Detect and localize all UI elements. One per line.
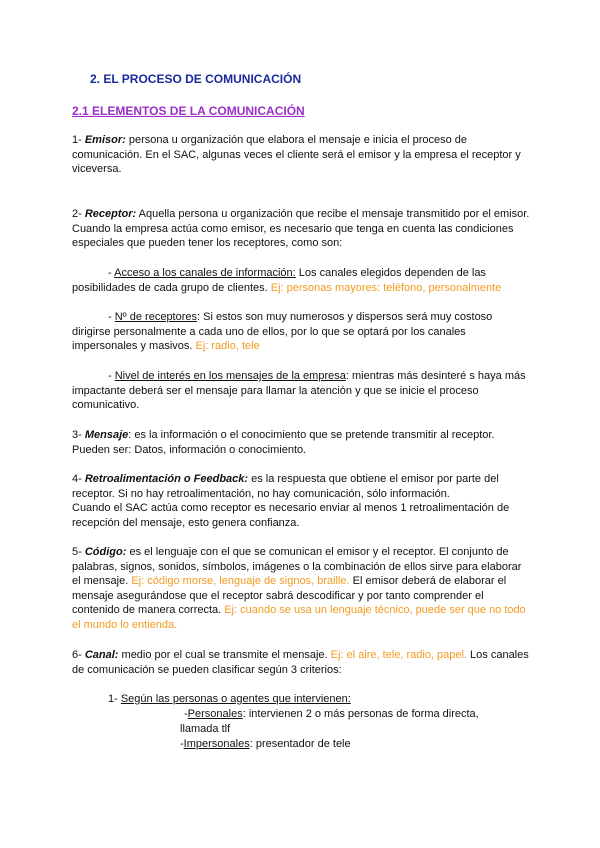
label-impersonales: Impersonales — [183, 738, 250, 750]
example-canal: Ej: el aire, tele, radio, papel. — [330, 649, 467, 661]
item-personales: -Personales: intervienen 2 o más personas de forma directa, llamada tlf — [180, 708, 479, 735]
term-receptor: Receptor: — [84, 208, 137, 220]
example-acceso: Ej: personas mayores: teléfono, personalmente — [270, 281, 502, 294]
label-receptores: Nº de receptores — [114, 311, 198, 323]
term-emisor: Emisor: — [84, 134, 126, 146]
list-item-acceso: - Acceso a los canales de información: Los canales elegidos dependen de las posibilidades de cada grupo de clientes. Ej: personas mayores: teléfono, personalmente — [72, 267, 502, 294]
heading-section-2: 2. EL PROCESO DE COMUNICACIÓN — [90, 72, 302, 86]
term-codigo: Código: — [84, 546, 127, 558]
list-item-interes: - Nivel de interés en los mensajes de la empresa: mientras más desinteré s haya más impactante deberá ser el mensaje para llamar la atención y que se inicie el proceso comunicativo. — [72, 370, 526, 412]
paragraph-emisor: 1- Emisor: persona u organización que elabora el mensaje e inicia el proceso de comunicación. En el SAC, algunas veces el cliente será el emisor y la empresa el receptor y viceversa. — [72, 134, 521, 176]
paragraph-canal: 6- Canal: medio por el cual se transmite el mensaje. Ej: el aire, tele, radio, papel. Los canales de comunicación se pueden clasificar según 3 criterios: — [72, 649, 529, 676]
paragraph-mensaje: 3- Mensaje: es la información o el conocimiento que se pretende transmitir al receptor. Pueden ser: Datos, información o conocimiento. — [72, 429, 495, 456]
label-acceso: Acceso a los canales de información: — [114, 267, 296, 279]
label-interes: Nivel de interés en los mensajes de la empresa — [114, 370, 346, 382]
term-retroalimentacion: Retroalimentación o Feedback: — [84, 473, 249, 485]
example-codigo: Ej: código morse, lenguaje de signos, braille. — [131, 575, 350, 588]
paragraph-retroalimentacion: 4- Retroalimentación o Feedback: es la respuesta que obtiene el emisor por parte del receptor. Si no hay retroalimentación, no hay comunicación, sólo información. Cuando el SAC actúa como receptor es necesario enviar al menos 1 retroalimentación de recepción del mensaje, esto genera confianza. — [72, 473, 510, 529]
item-impersonales: -Impersonales: presentador de tele — [180, 738, 351, 750]
term-mensaje: Mensaje — [84, 429, 129, 441]
term-canal: Canal: — [84, 649, 119, 661]
label-personales: Personales — [187, 708, 243, 720]
example-codigo-tecnico: Ej: cuando se usa un lenguaje técnico, puede ser que no todo el mundo lo entienda. — [72, 604, 526, 631]
paragraph-receptor: 2- Receptor: Aquella persona u organización que recibe el mensaje transmitido por el emisor. Cuando la empresa actúa como emisor, es necesario que tenga en cuenta las condiciones especiales que pueden tener los receptores, como son: — [72, 208, 530, 250]
example-receptores: Ej: radio, tele — [195, 340, 260, 353]
list-item-receptores: - Nº de receptores: Si estos son muy numerosos y dispersos será muy costoso dirigirse personalmente a cada uno de ellos, por lo que se optará por los canales impersonales y masivos. Ej: radio, tele — [72, 311, 493, 353]
criterio-1: 1- Según las personas o agentes que intervienen: — [108, 693, 351, 705]
label-criterio-1: Según las personas o agentes que intervienen: — [120, 693, 351, 705]
paragraph-codigo: 5- Código: es el lenguaje con el que se comunican el emisor y el receptor. El conjunto de palabras, signos, sonidos, símbolos, imágenes o la combinación de ellos sirve para elaborar el mensaje. Ej: código morse, lenguaje de signos, braille. El emisor deberá de elaborar el mensaje asegurándose que el receptor sabrá descodificar y por tanto comprender el contenido de manera correcta. Ej: cuando se usa un lenguaje técnico, puede ser que no todo el mundo lo entienda. — [72, 546, 526, 631]
heading-section-2-1: 2.1 ELEMENTOS DE LA COMUNICACIÓN — [72, 104, 305, 118]
